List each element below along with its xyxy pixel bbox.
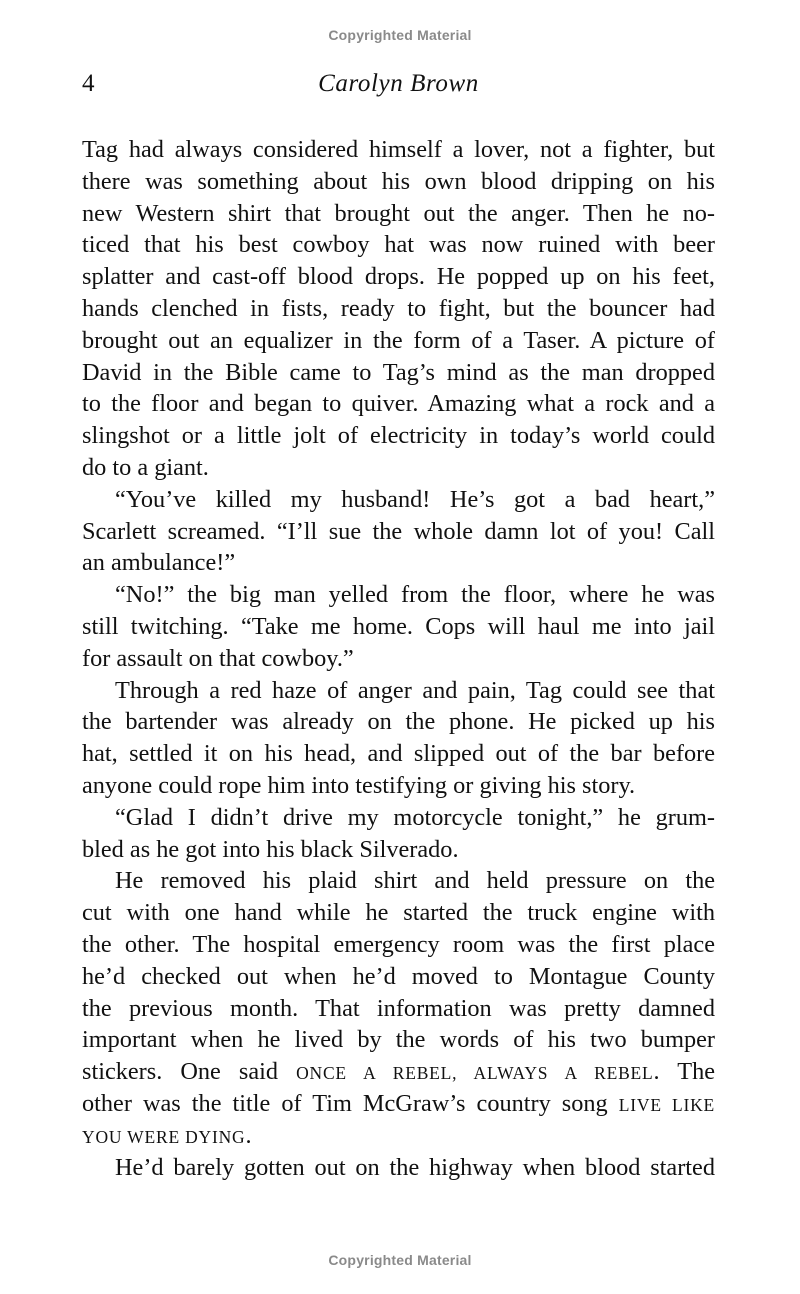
text-line: do to a giant. xyxy=(82,453,209,481)
text-line: “You’ve killed my husband! He’s got a bad heart,” xyxy=(115,485,715,513)
text-line: He’d barely gotten out on the highway when blood started xyxy=(115,1153,715,1181)
body-text xyxy=(82,134,715,1183)
text-line: Through a red haze of anger and pain, Tag could see that xyxy=(115,676,715,704)
text-line: Scarlett screamed. “I’ll sue the whole damn lot of you! Call xyxy=(82,517,715,545)
text-line xyxy=(82,1056,715,1088)
text-line: the bartender was already on the phone. He picked up his xyxy=(82,708,715,736)
small-caps-song-title: YOU WERE DYING xyxy=(82,1126,246,1147)
copyright-watermark-top: Copyrighted Material xyxy=(328,27,472,43)
text-line: slingshot or a little jolt of electricity in today’s world could xyxy=(82,422,715,450)
text-run: . The xyxy=(653,1058,716,1086)
text-line: still twitching. “Take me home. Cops will haul me into jail xyxy=(82,612,715,640)
page-number: 4 xyxy=(82,70,95,97)
author-name: Carolyn Brown xyxy=(318,70,479,97)
text-line xyxy=(82,1088,715,1120)
text-line: “No!” the big man yelled from the floor, where he was xyxy=(115,581,715,609)
text-line: to the floor and began to quiver. Amazing what a rock and a xyxy=(82,390,715,418)
text-line: he’d checked out when he’d moved to Montague County xyxy=(82,962,715,990)
copyright-watermark-bottom: Copyrighted Material xyxy=(328,1252,472,1268)
small-caps-song-title: LIVE LIKE xyxy=(618,1094,716,1115)
text-run: other was the title of Tim McGraw’s country song xyxy=(82,1089,619,1117)
text-line: brought out an equalizer in the form of a Taser. A picture of xyxy=(82,326,715,354)
text-line: an ambulance!” xyxy=(82,549,236,577)
text-line: important when he lived by the words of his two bumper xyxy=(82,1026,715,1054)
text-line: cut with one hand while he started the truck engine with xyxy=(82,899,715,927)
text-run: . xyxy=(245,1121,252,1149)
small-caps-sticker-text: ONCE A REBEL, ALWAYS A REBEL xyxy=(296,1063,654,1084)
text-line: splatter and cast-off blood drops. He popped up on his feet, xyxy=(82,263,715,291)
text-line: the previous month. That information was pretty damned xyxy=(82,994,715,1022)
text-line: the other. The hospital emergency room was the first place xyxy=(82,930,715,958)
text-line: ticed that his best cowboy hat was now ruined with beer xyxy=(82,231,715,259)
text-line: hat, settled it on his head, and slipped out of the bar before xyxy=(82,740,715,768)
running-head xyxy=(82,70,715,104)
text-line xyxy=(82,1120,715,1152)
text-line: bled as he got into his black Silverado. xyxy=(82,835,459,863)
text-run: stickers. One said xyxy=(82,1058,297,1086)
text-line: David in the Bible came to Tag’s mind as the man dropped xyxy=(82,358,715,386)
text-line: Tag had always considered himself a lover, not a fighter, but xyxy=(82,136,715,163)
text-line: hands clenched in fists, ready to fight, but the bouncer had xyxy=(82,294,715,322)
text-line: new Western shirt that brought out the anger. Then he no- xyxy=(82,199,715,227)
text-line: there was something about his own blood dripping on his xyxy=(82,167,715,195)
text-line: anyone could rope him into testifying or giving his story. xyxy=(82,771,636,799)
text-line: He removed his plaid shirt and held pressure on the xyxy=(115,867,715,895)
text-line: for assault on that cowboy.” xyxy=(82,644,354,672)
text-line: “Glad I didn’t drive my motorcycle tonight,” he grum- xyxy=(115,803,715,831)
